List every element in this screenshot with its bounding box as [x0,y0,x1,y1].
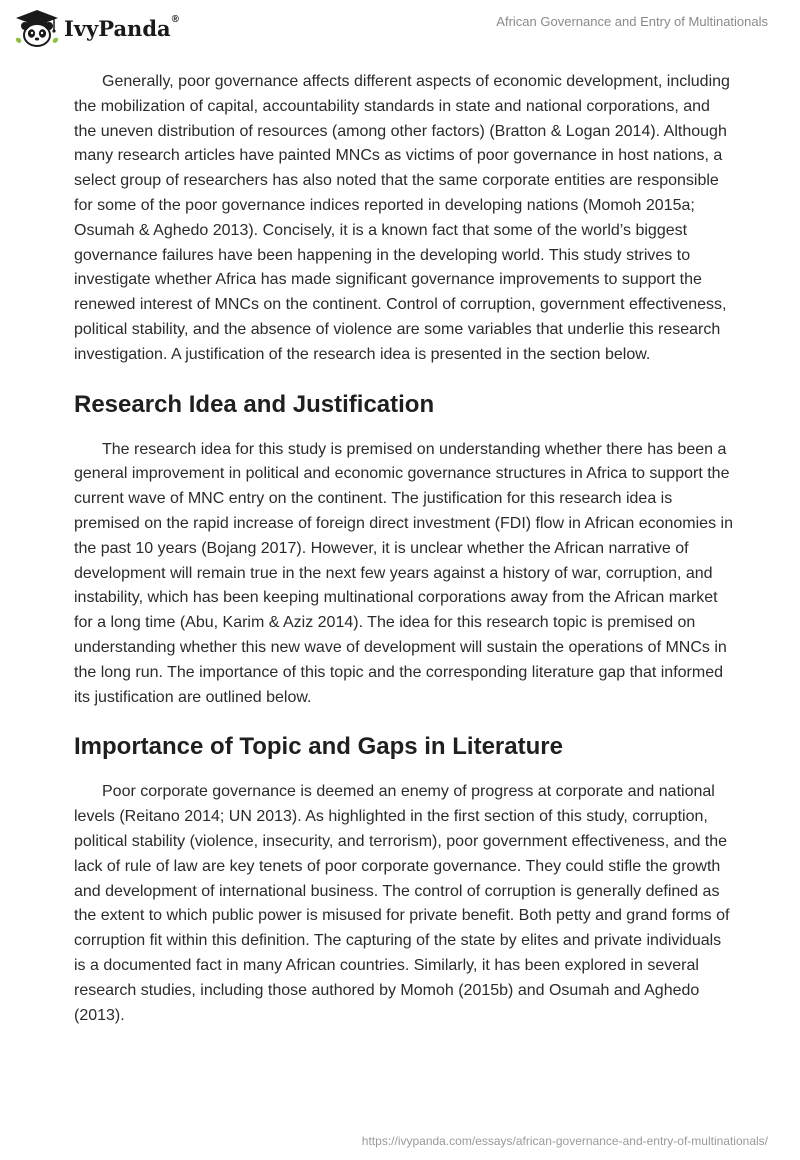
source-url[interactable]: https://ivypanda.com/essays/african-governance-and-entry-of-multinationals/ [361,1134,768,1148]
running-title: African Governance and Entry of Multinationals [496,14,768,29]
ivypanda-logo[interactable] [14,8,179,48]
section-heading-research-idea: Research Idea and Justification [74,390,435,418]
page-header [0,0,800,60]
essay-body [74,70,734,1028]
logo-wordmark: IvyPanda® [64,13,179,41]
paragraph-intro: Generally, poor governance affects different aspects of economic development, including the mobilization of capital, accountability standards in state and national corporations, and the uneven distribution of resources (among other factors) (Bratton & Logan 2014). Although many research articles have painted MNCs as victims of poor governance in host nations, a select group of researchers has also noted that the same corporate entities are responsible for some of the poor governance indices reported in developing nations (Momoh 2015a; Osumah & Aghedo 2013). Concisely, it is a known fact that some of the world’s biggest governance failures have been happening in the developing world. This study strives to investigate whether Africa has made significant governance improvements to support the renewed interest of MNCs on the continent. Control of corruption, government effectiveness, political stability, and the absence of violence are some variables that underlie this research investigation. A justification of the research idea is presented in the section below. [74,73,730,363]
registered-mark: ® [171,13,179,25]
paragraph-importance: Poor corporate governance is deemed an enemy of progress at corporate and national levels (Reitano 2014; UN 2013). As highlighted in the first section of this study, corruption, political stability (violence, insecurity, and terrorism), poor government effectiveness, and the lack of rule of law are key tenets of poor corporate governance. They could stifle the growth and development of international business. The control of corruption is generally defined as the extent to which public power is misused for private benefit. Both petty and grand forms of corruption fit within this definition. The capturing of the state by elites and private individuals is a documented fact in many African countries. Similarly, it has been explored in several research studies, including those authored by Momoh (2015b) and Osumah and Aghedo (2013). [74,783,730,1024]
section-heading-importance: Importance of Topic and Gaps in Literature [74,733,563,761]
panda-graduate-icon [14,8,60,48]
paragraph-research-idea: The research idea for this study is premised on understanding whether there has been a general improvement in political and economic governance structures in Africa to support the current wave of MNC entry on the continent. The justification for this research idea is premised on the rapid increase of foreign direct investment (FDI) flow in African economies in the past 10 years (Bojang 2017). However, it is unclear whether the African narrative of development will remain true in the next few years against a history of war, corruption, and instability, which has been keeping multinational corporations away from the African market for a long time (Abu, Karim & Aziz 2014). The idea for this research topic is premised on understanding whether this new wave of development will sustain the operations of MNCs in the long run. The importance of this topic and the corresponding literature gap that informed its justification are outlined below. [74,440,733,706]
